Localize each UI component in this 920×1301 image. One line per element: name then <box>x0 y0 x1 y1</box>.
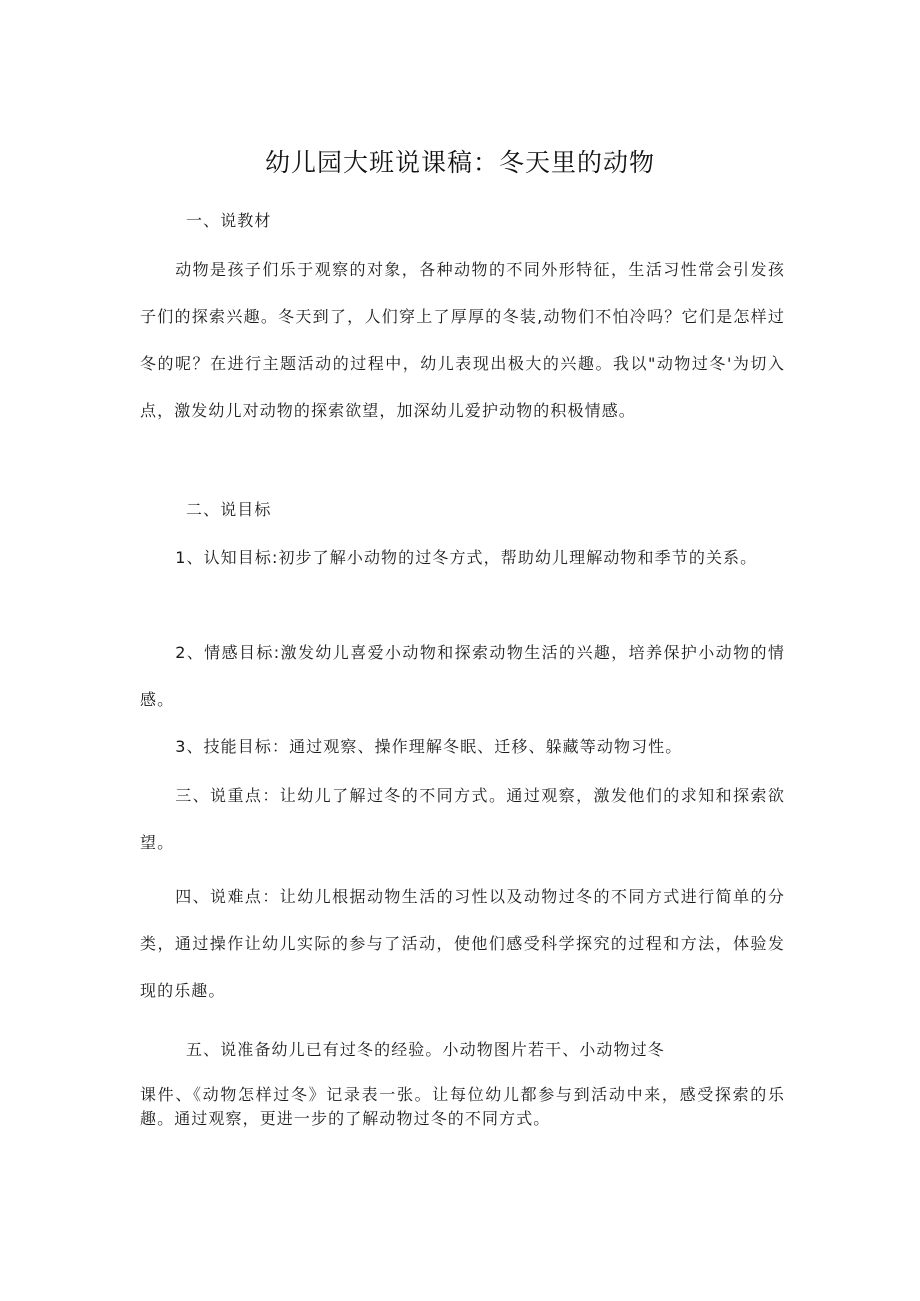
paragraph-preparation-line1: 五、说准备幼儿已有过冬的经验。小动物图片若干、小动物过冬 <box>186 1040 665 1059</box>
paragraph-key-point: 三、说重点：让幼儿了解过冬的不同方式。通过观察，激发他们的求知和探索欲望。 <box>140 786 785 852</box>
document-title: 幼儿园大班说课稿：冬天里的动物 <box>264 148 655 177</box>
paragraph-goal-1: 1、认知目标:初步了解小动物的过冬方式，帮助幼儿理解动物和季节的关系。 <box>175 548 758 567</box>
paragraph-preparation-line2: 课件、《动物怎样过冬》记录表一张。让每位幼儿都参与到活动中来，感受探索的乐趣。通过观察，更进一步的了解动物过冬的不同方式。 <box>140 1085 785 1128</box>
section-heading-teaching-material: 一、说教材 <box>186 211 272 230</box>
paragraph-difficulty: 四、说难点：让幼儿根据动物生活的习性以及动物过冬的不同方式进行简单的分类，通过操作让幼儿实际的参与了活动，使他们感受科学探究的过程和方法，体验发现的乐趣。 <box>140 887 785 1000</box>
paragraph-goal-2: 2、情感目标:激发幼儿喜爱小动物和探索动物生活的兴趣，培养保护小动物的情感。 <box>140 643 785 709</box>
paragraph-teaching-material: 动物是孩子们乐于观察的对象，各种动物的不同外形特征，生活习性常会引发孩子们的探索兴趣。冬天到了，人们穿上了厚厚的冬装,动物们不怕冷吗？它们是怎样过冬的呢？在进行主题活动的过程中，幼儿表现出极大的兴趣。我以"动物过冬'为切入点，激发幼儿对动物的探索欲望，加深幼儿爱护动物的积极情感。 <box>140 260 785 420</box>
section-heading-goals: 二、说目标 <box>186 500 272 519</box>
paragraph-goal-3: 3、技能目标：通过观察、操作理解冬眠、迁移、躲藏等动物习性。 <box>175 737 683 756</box>
